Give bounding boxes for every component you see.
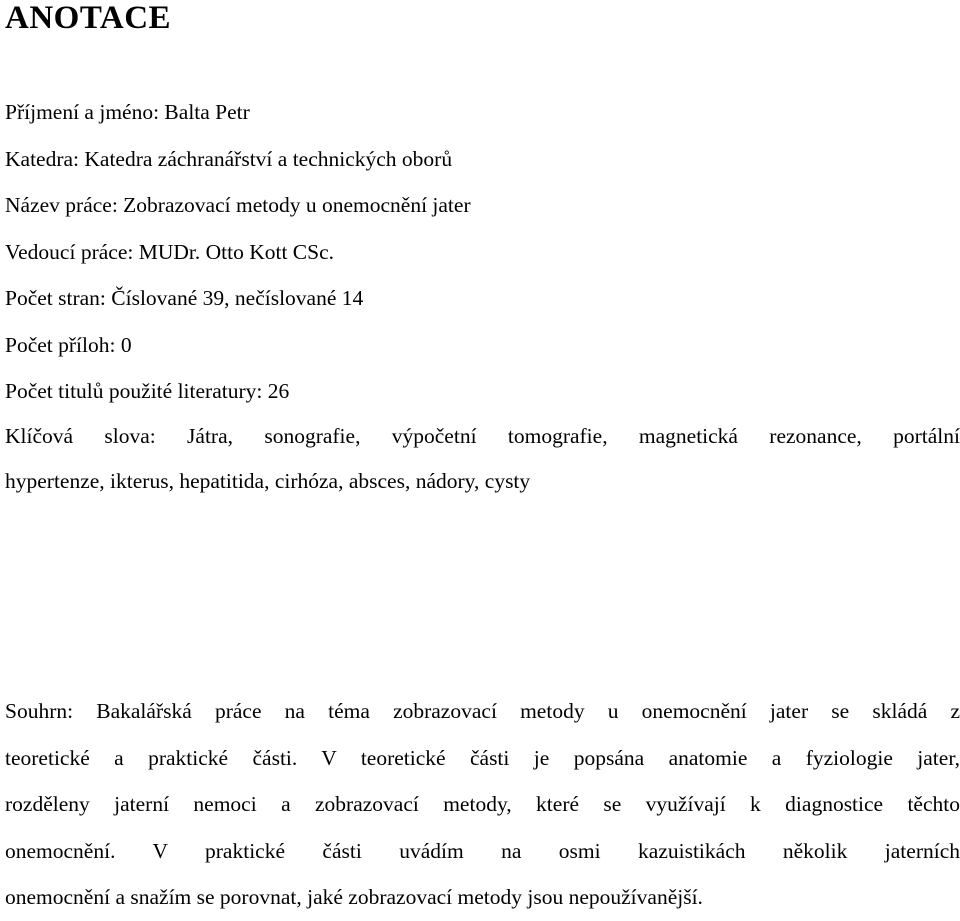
- meta-reference-count: Počet titulů použité literatury: 26: [5, 379, 290, 403]
- keywords-line: hypertenze, ikterus, hepatitida, cirhóza, absces, nádory, cysty: [5, 469, 531, 493]
- summary-paragraph: [5, 688, 960, 921]
- summary-line: teoretické a praktické části. V teoretické části je popsána anatomie a fyziologie jater,: [5, 745, 960, 770]
- meta-department: Katedra: Katedra záchranářství a technických oborů: [5, 146, 453, 171]
- meta-page-count: Počet stran: Číslované 39, nečíslované 14: [5, 286, 364, 310]
- summary-line: rozděleny jaterní nemoci a zobrazovací metody, které se využívají k diagnostice těchto: [5, 792, 960, 816]
- keywords-line: Klíčová slova: Játra, sonografie, výpočetní tomografie, magnetická rezonance, portální: [5, 424, 960, 448]
- keywords-paragraph: [5, 414, 960, 504]
- summary-line: Souhrn: Bakalářská práce na téma zobrazovací metody u onemocnění jater se skládá z: [5, 699, 960, 723]
- page-title: ANOTACE: [5, 0, 172, 36]
- summary-line: onemocnění a snažím se porovnat, jaké zobrazovací metody jsou nepoužívanější.: [5, 885, 703, 909]
- meta-supervisor: Vedoucí práce: MUDr. Otto Kott CSc.: [5, 239, 335, 264]
- meta-attachment-count: Počet příloh: 0: [5, 332, 132, 357]
- metadata-list: [5, 89, 960, 415]
- summary-line: onemocnění. V praktické části uvádím na osmi kazuistikách několik jaterních: [5, 838, 960, 863]
- meta-thesis-title: Název práce: Zobrazovací metody u onemocnění jater: [5, 193, 471, 217]
- meta-author: Příjmení a jméno: Balta Petr: [5, 100, 250, 124]
